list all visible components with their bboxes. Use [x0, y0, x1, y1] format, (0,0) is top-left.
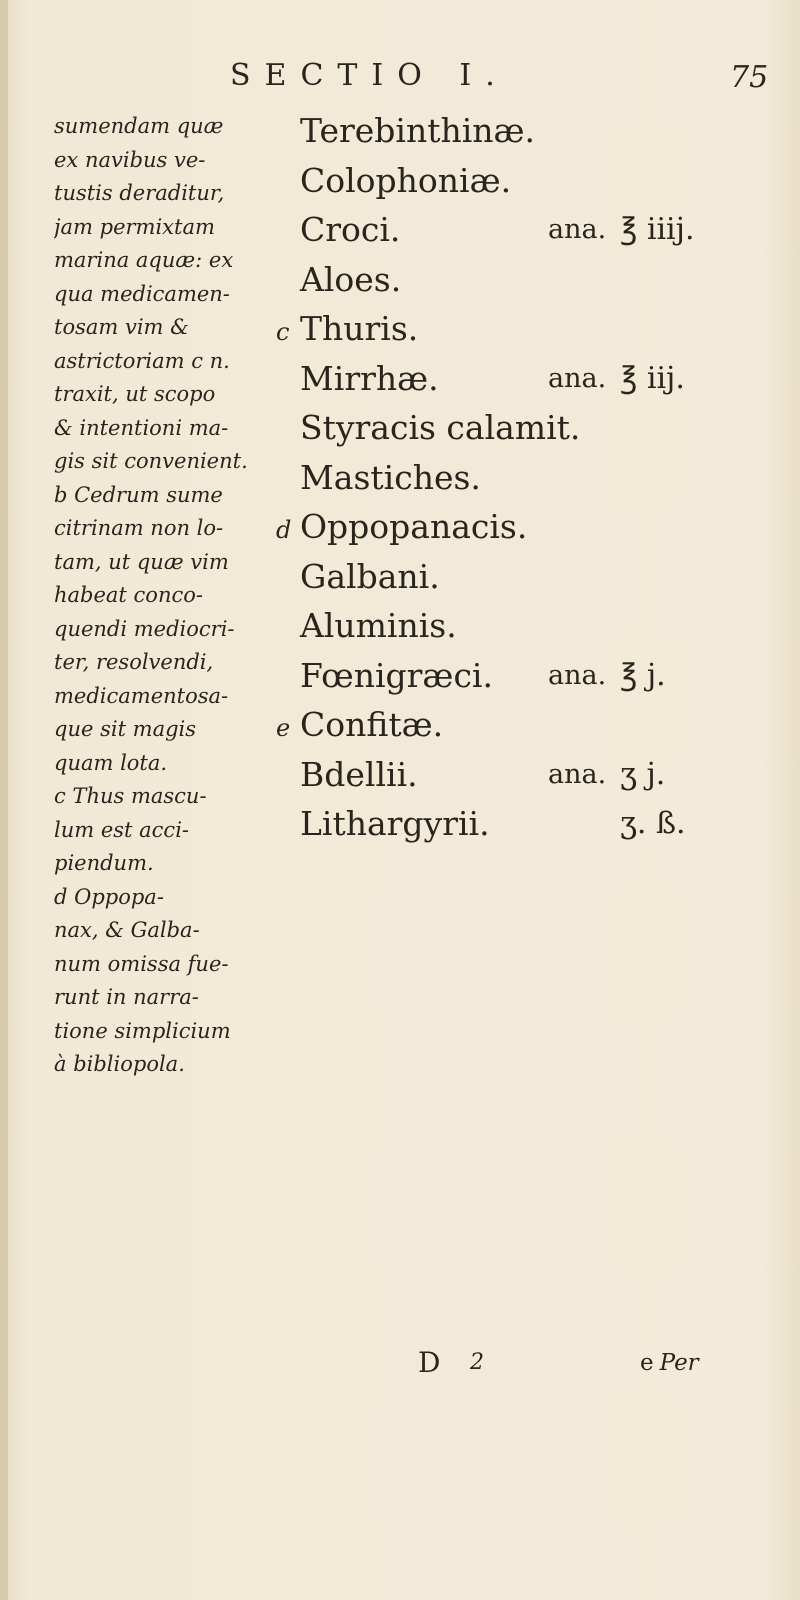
recipe-line — [276, 700, 756, 750]
signature-number: 2 — [470, 1350, 484, 1375]
note-line: lum est acci- — [54, 817, 190, 842]
note-line: b Cedrum sume — [54, 482, 223, 507]
note-line: habeat conco- — [54, 583, 203, 607]
note-line: tam, ut quæ vim — [54, 549, 229, 574]
note-line: & intentioni ma- — [54, 415, 229, 440]
ingredient-name: Aloes. — [300, 259, 402, 299]
note-line: sumendam quæ — [54, 114, 224, 138]
quantity-word: ana. — [548, 659, 607, 691]
note-line: gis sit convenient. — [54, 449, 248, 473]
recipe-line — [276, 552, 756, 602]
note-line: medicamentosa- — [54, 683, 229, 708]
note-reference-letter: d — [276, 516, 292, 544]
note-line: que sit magis — [54, 717, 197, 741]
page-footer — [0, 1346, 800, 1386]
ingredient-name: Styracis calamit. — [300, 408, 581, 447]
quantity-word: ana. — [548, 362, 607, 394]
note-line: nax, & Galba- — [54, 918, 200, 942]
recipe-line — [276, 799, 756, 849]
ingredient-name: Galbani. — [300, 556, 440, 596]
ingredient-name: Lithargyrii. — [300, 804, 490, 843]
note-line: qua medicamen- — [54, 281, 230, 306]
note-line: d Oppopa- — [54, 884, 164, 909]
recipe-line — [276, 106, 756, 156]
catchword — [640, 1350, 699, 1376]
recipe-line — [276, 750, 756, 800]
running-title: SECTIO I. — [230, 58, 509, 93]
note-reference-letter: c — [276, 318, 290, 346]
quantity-unit: ℥ j. — [620, 657, 666, 693]
recipe-line — [276, 205, 756, 255]
note-line: ex navibus ve- — [54, 147, 206, 172]
note-line: piendum. — [54, 851, 154, 875]
quantity-word: ana. — [548, 214, 607, 245]
note-line: marina aquæ: ex — [54, 248, 234, 272]
recipe-line — [276, 453, 756, 503]
recipe-line — [276, 601, 756, 651]
note-line: c Thus mascu- — [54, 784, 207, 808]
note-line: tosam vim & — [54, 315, 189, 339]
recipe-line — [276, 403, 756, 453]
ingredient-name: Oppopanacis. — [300, 507, 528, 546]
note-line: tustis deraditur, — [54, 181, 225, 205]
signature-mark: D — [418, 1346, 441, 1379]
catch-word: Per — [659, 1350, 699, 1376]
marginal-notes — [54, 110, 274, 1082]
ingredient-name: Colophoniæ. — [300, 160, 512, 200]
recipe-line — [276, 255, 756, 305]
note-line: runt in narra- — [54, 985, 199, 1009]
recipe-line — [276, 651, 756, 701]
ingredient-name: Terebinthinæ. — [300, 111, 536, 150]
ingredient-name: Mirrhæ. — [300, 358, 439, 398]
page-number: 75 — [730, 60, 769, 95]
note-line: jam permixtam — [54, 214, 215, 239]
note-line: ter, resolvendi, — [54, 650, 214, 674]
recipe-line — [276, 304, 756, 354]
note-line: num omissa fue- — [54, 951, 229, 976]
page-header — [0, 58, 800, 98]
ingredient-name: Confitæ. — [300, 705, 444, 744]
note-line: quam lota. — [54, 750, 168, 775]
catch-letter: e — [640, 1350, 654, 1376]
quantity-unit: ʒ. ß. — [620, 806, 686, 841]
ingredient-name: Mastiches. — [300, 457, 481, 497]
note-line: traxit, ut scopo — [54, 382, 216, 406]
ingredient-name: Bdellii. — [300, 754, 418, 794]
recipe-line — [276, 354, 756, 404]
note-line: quendi mediocri- — [54, 616, 235, 641]
ingredient-name: Fœnigræci. — [300, 655, 493, 695]
quantity-unit: ℥ iiij. — [620, 212, 695, 247]
quantity-unit: ℥ iij. — [620, 360, 685, 396]
quantity-unit: ʒ j. — [620, 756, 666, 792]
note-line: citrinam non lo- — [54, 516, 224, 540]
ingredient-name: Aluminis. — [300, 606, 457, 645]
note-line: tione simplicium — [54, 1018, 231, 1043]
recipe-list — [276, 106, 756, 849]
recipe-line — [276, 156, 756, 206]
recipe-line — [276, 502, 756, 552]
ingredient-name: Croci. — [300, 210, 401, 249]
ingredient-name: Thuris. — [300, 309, 419, 348]
note-line: à bibliopola. — [54, 1052, 185, 1076]
quantity-word: ana. — [548, 758, 607, 790]
note-reference-letter: e — [276, 714, 291, 742]
note-line: astrictoriam c n. — [54, 348, 230, 373]
